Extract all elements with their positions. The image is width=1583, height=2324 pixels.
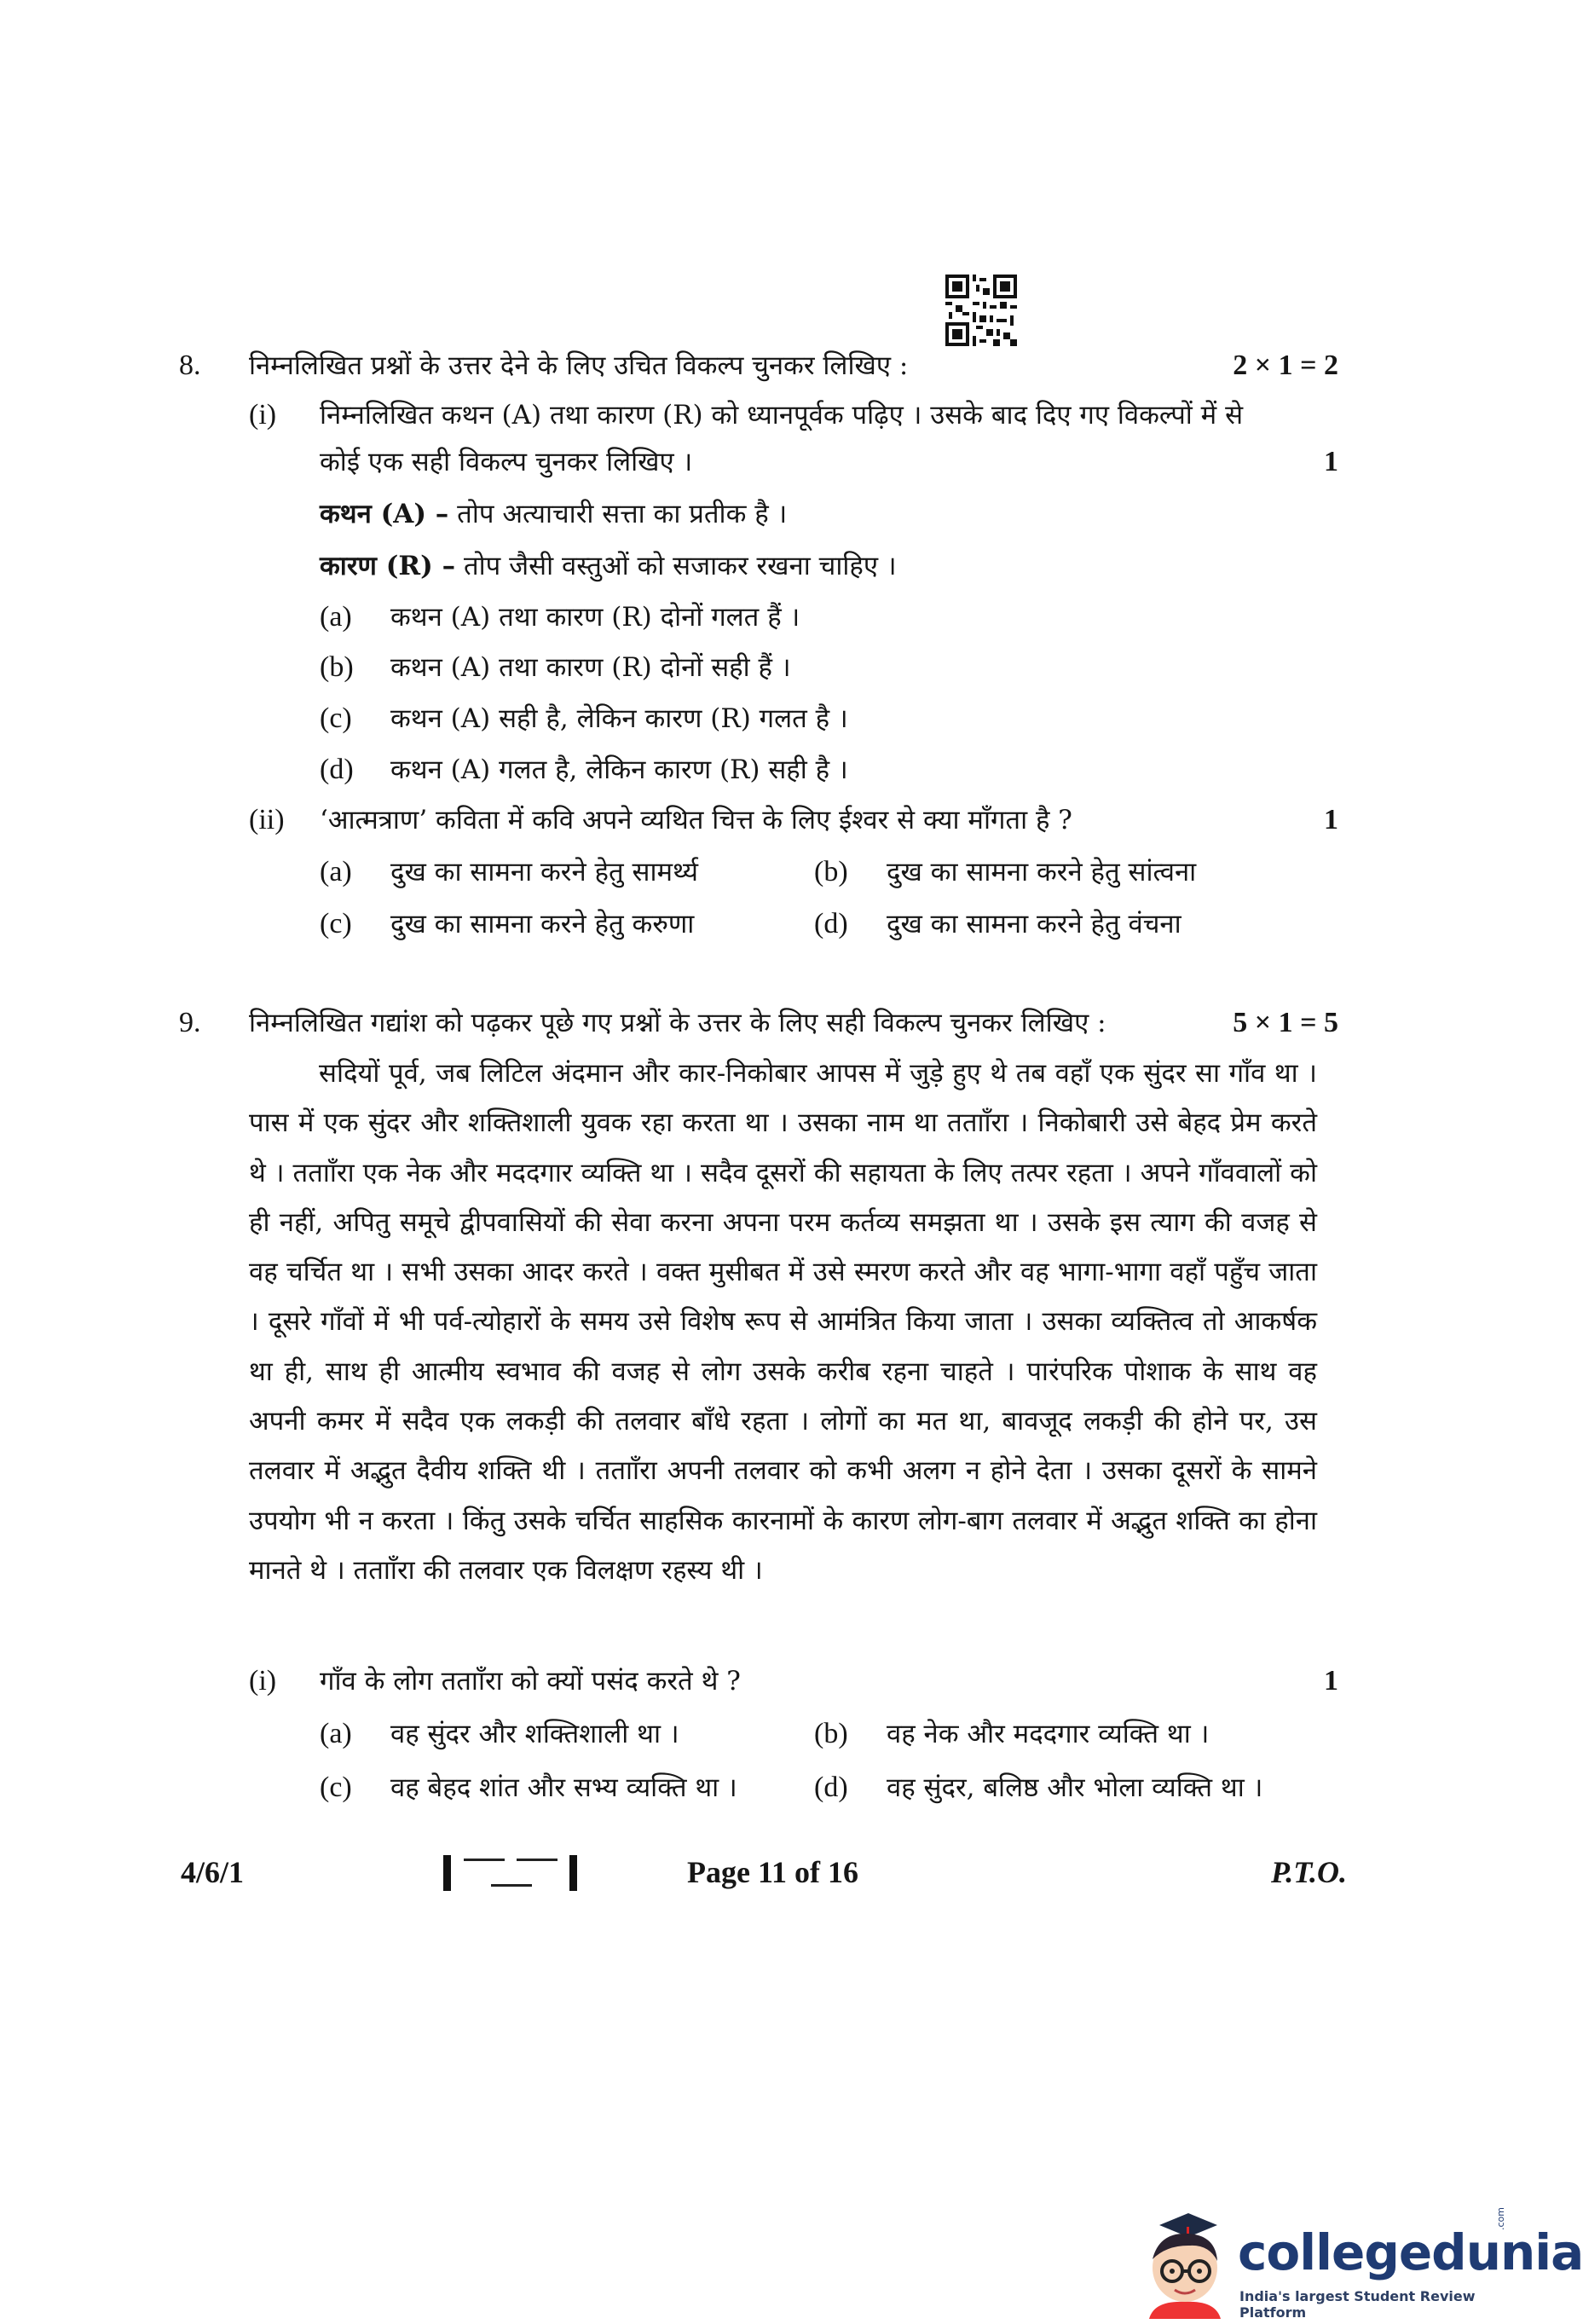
q9-passage [249,1049,1317,1595]
q9-sub1-option-c-label: (c) [320,1772,352,1803]
q8-sub1-option-b-text: कथन (A) तथा कारण (R) दोनों सही हैं । [390,652,791,683]
q9-instruction: निम्नलिखित गद्यांश को पढ़कर पूछे गए प्रश्नों के उत्तर के लिए सही विकल्प चुनकर लिखिए : [249,1008,1106,1038]
paper-code: 4/6/1 [181,1855,245,1889]
collegedunia-watermark [1134,2207,1583,2321]
barcode-icon [443,1852,578,1894]
q9-sub1-option-c-text: वह बेहद शांत और सभ्य व्यक्ति था । [390,1772,737,1803]
q9-sub1-option-b-text: वह नेक और मददगार व्यक्ति था । [887,1719,1210,1749]
q8-sub1-line2: कोई एक सही विकल्प चुनकर लिखिए । [320,447,693,477]
q8-sub2-option-b-text: दुख का सामना करने हेतु सांत्वना [887,857,1197,887]
q8-sub2-option-a-text: दुख का सामना करने हेतु सामर्थ्य [390,857,698,887]
q8-sub1-label: (i) [249,399,277,431]
q9-sub1-option-a-label: (a) [320,1718,352,1749]
q8-sub1-line1: निम्नलिखित कथन (A) तथा कारण (R) को ध्यानपूर्वक पढ़िए । उसके बाद दिए गए विकल्पों में से [320,400,1244,431]
q8-sub1-option-b-label: (b) [320,651,354,683]
q8-sub2-option-c-label: (c) [320,908,352,939]
assertion-text: तोप अत्याचारी सत्ता का प्रतीक है । [457,499,788,529]
q9-sub1-text: गाँव के लोग ततााँरा को क्यों पसंद करते थे ? [320,1666,741,1697]
q8-sub1-option-d-label: (d) [320,754,354,785]
brand-name: collegedunia [1238,2223,1583,2281]
q9-sub1-marks: 1 [1324,1665,1338,1697]
q8-instruction: निम्नलिखित प्रश्नों के उत्तर देने के लिए उचित विकल्प चुनकर लिखिए : [249,350,909,381]
q8-sub1-marks: 1 [1324,446,1338,477]
q9-number: 9. [179,1007,201,1038]
assertion-line [320,497,787,531]
q8-marks: 2 × 1 = 2 [1233,350,1338,381]
q8-sub1-option-a-text: कथन (A) तथा कारण (R) दोनों गलत हैं । [390,602,800,633]
q8-sub2-marks: 1 [1324,804,1338,835]
q9-passage-text: सदियों पूर्व, जब लिटिल अंदमान और कार-निकोबार आपस में जुड़े हुए थे तब वहाँ एक सुंदर सा गाँव था । पास में एक सुंदर और शक्तिशाली युवक रहा करता था । उसका नाम था ततााँरा । निकोबारी उसे बेहद प्रेम करते थे । ततााँरा एक नेक और मददगार व्यक्ति था । सदैव दूसरों की सहायता के लिए तत्पर रहता । अपने गाँववालों को ही नहीं, अपितु समूचे द्वीपवासियों की सेवा करना अपना परम कर्तव्य समझता था । उसके इस त्याग की वजह से वह चर्चित था । सभी उसका आदर करते । वक्त मुसीबत में उसे स्मरण करते और वह भागा-भागा वहाँ पहुँच जाता । दूसरे गाँवों में भी पर्व-त्योहारों के समय उसे विशेष रूप से आमंत्रित किया जाता । उसका व्यक्तित्व तो आकर्षक था ही, साथ ही आत्मीय स्वभाव की वजह से लोग उसके करीब रहना चाहते । पारंपरिक पोशाक के साथ वह अपनी कमर में सदैव एक लकड़ी की तलवार बाँधे रहता । लोगों का मत था, बावजूद लकड़ी की होने पर, उस तलवार में अद्भुत दैवीय शक्ति थी । ततााँरा अपनी तलवार को कभी अलग न होने देता । उसका दूसरों के सामने उपयोग भी न करता । किंतु उसके चर्चित साहसिक कारनामों के कारण लोग-बाग तलवार में अद्भुत शक्ति का होना मानते थे । ततााँरा की तलवार एक विलक्षण रहस्य थी । [249,1058,1317,1586]
q8-sub2-option-c-text: दुख का सामना करने हेतु करुणा [390,909,695,939]
reason-text: तोप जैसी वस्तुओं को सजाकर रखना चाहिए । [463,551,897,581]
pto-label: P.T.O. [1270,1855,1347,1889]
page-number: Page 11 of 16 [687,1855,858,1889]
q9-sub1-option-a-text: वह सुंदर और शक्तिशाली था । [390,1719,679,1749]
qr-code-icon [945,275,1017,346]
q8-sub2-option-a-label: (a) [320,856,352,887]
assertion-label: कथन (A) – [320,499,449,529]
reason-line [320,549,897,583]
reason-label: कारण (R) – [320,551,456,581]
q8-sub1-option-c-text: कथन (A) सही है, लेकिन कारण (R) गलत है । [390,703,848,734]
q8-sub2-option-d-label: (d) [814,908,848,939]
q8-sub1-option-a-label: (a) [320,601,352,633]
brand-tagline: India's largest Student Review Platform [1239,2288,1476,2321]
q8-sub2-label: (ii) [249,804,285,835]
q9-sub1-option-b-label: (b) [814,1718,848,1749]
q8-sub2-option-b-label: (b) [814,856,848,887]
q9-sub1-option-d-label: (d) [814,1772,848,1803]
q8-sub1-option-c-label: (c) [320,702,352,734]
q9-sub1-label: (i) [249,1665,277,1697]
brand-dotcom: .com [1495,2207,1506,2230]
q8-number: 8. [179,350,201,381]
student-mascot-icon [1134,2208,1234,2319]
q9-marks: 5 × 1 = 5 [1233,1007,1338,1038]
q8-sub1-option-d-text: कथन (A) गलत है, लेकिन कारण (R) सही है । [390,754,848,785]
q8-sub2-option-d-text: दुख का सामना करने हेतु वंचना [887,909,1181,939]
q9-sub1-option-d-text: वह सुंदर, बलिष्ठ और भोला व्यक्ति था । [887,1772,1263,1803]
q8-sub2-text: ‘आत्मत्राण’ कविता में कवि अपने व्यथित चित्त के लिए ईश्वर से क्या माँगता है ? [320,805,1072,835]
